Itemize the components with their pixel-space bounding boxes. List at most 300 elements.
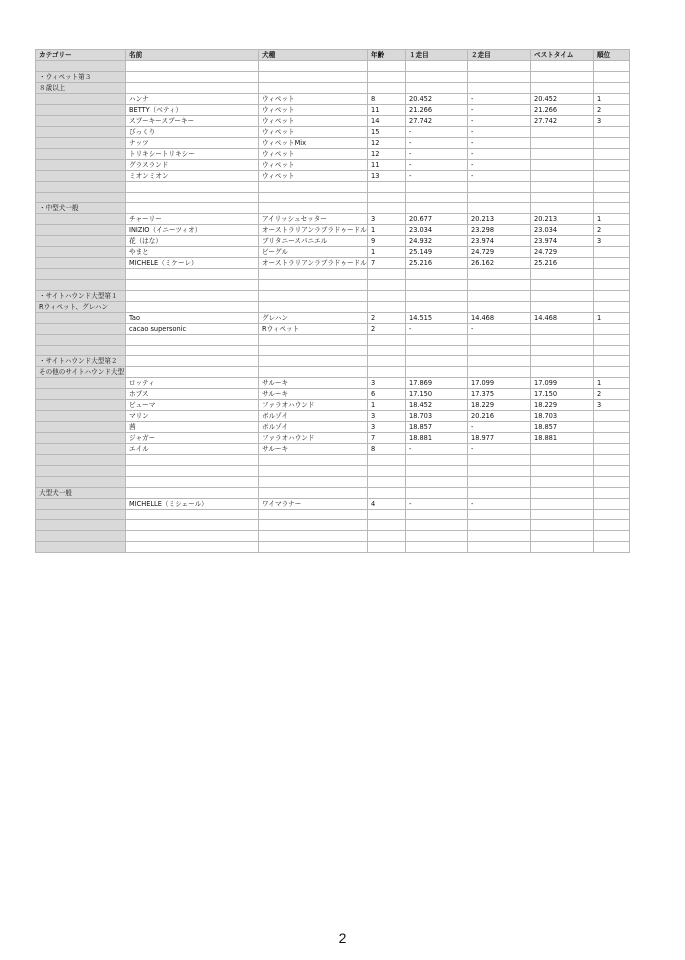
table-row	[36, 389, 630, 400]
cell-breed	[259, 301, 368, 312]
table-row	[36, 225, 630, 236]
cell-category	[36, 400, 126, 411]
table-row	[36, 203, 630, 214]
cell-breed: ウィペット	[259, 115, 368, 126]
cell-breed: ボルゾイ	[259, 411, 368, 422]
cell-age: 7	[368, 258, 406, 269]
cell-best-time	[531, 455, 594, 466]
cell-category	[36, 531, 126, 542]
cell-category	[36, 236, 126, 247]
cell-category	[36, 520, 126, 531]
cell-age	[368, 487, 406, 498]
cell-rank: 3	[594, 236, 630, 247]
cell-run-2: -	[468, 115, 531, 126]
cell-breed	[259, 345, 368, 356]
cell-category	[36, 192, 126, 203]
cell-run-1	[406, 181, 468, 192]
cell-age	[368, 356, 406, 367]
cell-rank	[594, 444, 630, 455]
cell-category	[36, 104, 126, 115]
header-category: カテゴリー	[36, 50, 126, 61]
cell-category	[36, 280, 126, 291]
cell-best-time	[531, 466, 594, 477]
table-row	[36, 433, 630, 444]
cell-rank	[594, 476, 630, 487]
cell-name: トリキシートリキシー	[126, 148, 259, 159]
table-row	[36, 509, 630, 520]
cell-category	[36, 312, 126, 323]
cell-age: 15	[368, 126, 406, 137]
table-row	[36, 323, 630, 334]
cell-best-time	[531, 509, 594, 520]
cell-run-1	[406, 367, 468, 378]
cell-name	[126, 61, 259, 72]
cell-category: ・ウィペット第３	[36, 71, 126, 82]
cell-name: やまと	[126, 247, 259, 258]
cell-age	[368, 455, 406, 466]
cell-run-2: 23.974	[468, 236, 531, 247]
table-row	[36, 247, 630, 258]
cell-category	[36, 411, 126, 422]
table-row	[36, 236, 630, 247]
cell-name: スプーキースプーキー	[126, 115, 259, 126]
cell-best-time	[531, 269, 594, 280]
cell-name	[126, 531, 259, 542]
cell-age: 3	[368, 411, 406, 422]
cell-run-1	[406, 487, 468, 498]
cell-best-time: 20.213	[531, 214, 594, 225]
cell-age	[368, 203, 406, 214]
cell-rank	[594, 280, 630, 291]
cell-category	[36, 258, 126, 269]
cell-category	[36, 269, 126, 280]
cell-name: グラスランド	[126, 159, 259, 170]
cell-category	[36, 498, 126, 509]
table-row	[36, 214, 630, 225]
cell-breed: Rウィペット	[259, 323, 368, 334]
cell-best-time	[531, 323, 594, 334]
cell-name: MICHELE（ミケーレ）	[126, 258, 259, 269]
cell-age	[368, 531, 406, 542]
table-row	[36, 520, 630, 531]
cell-name: ホプス	[126, 389, 259, 400]
cell-category: 大型犬一般	[36, 487, 126, 498]
table-row	[36, 71, 630, 82]
cell-breed: オーストラリアンラブラドゥードル	[259, 225, 368, 236]
cell-category	[36, 126, 126, 137]
table-row	[36, 258, 630, 269]
cell-breed	[259, 487, 368, 498]
cell-age: 9	[368, 236, 406, 247]
cell-run-2: -	[468, 126, 531, 137]
table-row	[36, 104, 630, 115]
cell-name	[126, 345, 259, 356]
cell-age	[368, 82, 406, 93]
table-row	[36, 115, 630, 126]
cell-age: 7	[368, 433, 406, 444]
cell-name: MICHELLE（ミシェール）	[126, 498, 259, 509]
cell-best-time	[531, 531, 594, 542]
table-row	[36, 487, 630, 498]
cell-age: 11	[368, 104, 406, 115]
cell-category	[36, 378, 126, 389]
cell-run-2: -	[468, 159, 531, 170]
header-run-2: ２走目	[468, 50, 531, 61]
cell-run-2	[468, 192, 531, 203]
cell-category	[36, 159, 126, 170]
cell-run-1	[406, 345, 468, 356]
cell-breed: グレハン	[259, 312, 368, 323]
cell-best-time	[531, 301, 594, 312]
cell-breed: サルーキ	[259, 378, 368, 389]
cell-breed	[259, 192, 368, 203]
cell-breed	[259, 61, 368, 72]
cell-rank	[594, 181, 630, 192]
cell-best-time: 17.150	[531, 389, 594, 400]
cell-rank: 3	[594, 400, 630, 411]
cell-age: 3	[368, 214, 406, 225]
cell-breed	[259, 269, 368, 280]
table-body	[36, 61, 630, 553]
cell-rank	[594, 269, 630, 280]
cell-age: 1	[368, 400, 406, 411]
cell-run-2: 14.468	[468, 312, 531, 323]
cell-best-time	[531, 444, 594, 455]
page-number: 2	[338, 930, 347, 946]
cell-name	[126, 509, 259, 520]
cell-run-2	[468, 301, 531, 312]
cell-name: cacao supersonic	[126, 323, 259, 334]
cell-rank	[594, 334, 630, 345]
cell-breed: ウィペット	[259, 93, 368, 104]
cell-run-1: 17.869	[406, 378, 468, 389]
cell-age: 3	[368, 422, 406, 433]
cell-rank	[594, 71, 630, 82]
cell-rank	[594, 356, 630, 367]
cell-rank: 2	[594, 104, 630, 115]
cell-name: ナッツ	[126, 137, 259, 148]
table-row	[36, 541, 630, 552]
cell-name	[126, 455, 259, 466]
cell-run-1: 20.452	[406, 93, 468, 104]
cell-run-2	[468, 487, 531, 498]
cell-name: 茜	[126, 422, 259, 433]
cell-rank	[594, 290, 630, 301]
table-row	[36, 61, 630, 72]
cell-run-2	[468, 356, 531, 367]
results-table	[35, 49, 630, 553]
cell-rank	[594, 367, 630, 378]
table-row	[36, 181, 630, 192]
cell-best-time: 14.468	[531, 312, 594, 323]
cell-name	[126, 82, 259, 93]
cell-best-time	[531, 137, 594, 148]
cell-run-2	[468, 82, 531, 93]
cell-age: 12	[368, 148, 406, 159]
cell-category: その他のサイトハウンド大型	[36, 367, 126, 378]
cell-run-2: -	[468, 137, 531, 148]
cell-run-2: 18.977	[468, 433, 531, 444]
cell-breed	[259, 367, 368, 378]
cell-breed	[259, 71, 368, 82]
cell-breed: オーストラリアンラブラドゥードル	[259, 258, 368, 269]
cell-rank: 1	[594, 93, 630, 104]
cell-run-1: -	[406, 126, 468, 137]
cell-rank	[594, 487, 630, 498]
cell-rank	[594, 466, 630, 477]
cell-best-time: 27.742	[531, 115, 594, 126]
cell-best-time: 18.857	[531, 422, 594, 433]
cell-age	[368, 509, 406, 520]
cell-category	[36, 225, 126, 236]
cell-run-2	[468, 71, 531, 82]
cell-age	[368, 476, 406, 487]
cell-run-2	[468, 466, 531, 477]
cell-best-time	[531, 520, 594, 531]
cell-category	[36, 466, 126, 477]
cell-best-time	[531, 290, 594, 301]
cell-best-time	[531, 541, 594, 552]
cell-run-1	[406, 466, 468, 477]
header-breed: 犬種	[259, 50, 368, 61]
cell-breed: ウィペット	[259, 104, 368, 115]
cell-run-1: 14.515	[406, 312, 468, 323]
cell-run-1	[406, 61, 468, 72]
cell-name	[126, 520, 259, 531]
table-row	[36, 170, 630, 181]
cell-category	[36, 509, 126, 520]
cell-name	[126, 71, 259, 82]
cell-best-time	[531, 476, 594, 487]
cell-name: びっくり	[126, 126, 259, 137]
cell-name	[126, 367, 259, 378]
cell-run-2: 20.213	[468, 214, 531, 225]
cell-name: Tao	[126, 312, 259, 323]
cell-run-1: 18.452	[406, 400, 468, 411]
cell-breed: アイリッシュセッター	[259, 214, 368, 225]
cell-best-time	[531, 367, 594, 378]
cell-name: ビューマ	[126, 400, 259, 411]
cell-age	[368, 269, 406, 280]
table-row	[36, 466, 630, 477]
cell-best-time: 18.881	[531, 433, 594, 444]
cell-run-2: 24.729	[468, 247, 531, 258]
cell-best-time	[531, 159, 594, 170]
cell-breed: ボルゾイ	[259, 422, 368, 433]
cell-run-2	[468, 290, 531, 301]
cell-rank: 2	[594, 389, 630, 400]
cell-breed	[259, 520, 368, 531]
cell-rank	[594, 345, 630, 356]
cell-best-time: 24.729	[531, 247, 594, 258]
table-row	[36, 137, 630, 148]
cell-run-1	[406, 269, 468, 280]
cell-breed	[259, 203, 368, 214]
cell-best-time	[531, 181, 594, 192]
cell-category	[36, 181, 126, 192]
cell-age: 14	[368, 115, 406, 126]
table-row	[36, 476, 630, 487]
cell-age: 11	[368, 159, 406, 170]
cell-category	[36, 455, 126, 466]
cell-rank: 1	[594, 214, 630, 225]
table-row	[36, 126, 630, 137]
cell-rank	[594, 531, 630, 542]
cell-rank	[594, 61, 630, 72]
cell-run-1	[406, 520, 468, 531]
cell-best-time	[531, 148, 594, 159]
cell-rank	[594, 159, 630, 170]
cell-best-time	[531, 498, 594, 509]
cell-breed	[259, 334, 368, 345]
cell-breed: ウィペット	[259, 170, 368, 181]
cell-rank	[594, 82, 630, 93]
cell-name: BETTY（ベティ）	[126, 104, 259, 115]
cell-run-1: 27.742	[406, 115, 468, 126]
cell-run-2: -	[468, 422, 531, 433]
cell-category	[36, 137, 126, 148]
header-age: 年齢	[368, 50, 406, 61]
cell-breed: ファラオハウンド	[259, 433, 368, 444]
cell-age	[368, 334, 406, 345]
table-row	[36, 345, 630, 356]
cell-breed	[259, 356, 368, 367]
cell-run-2: -	[468, 170, 531, 181]
cell-breed	[259, 509, 368, 520]
cell-category	[36, 334, 126, 345]
cell-age: 2	[368, 312, 406, 323]
cell-best-time	[531, 487, 594, 498]
table-row	[36, 367, 630, 378]
cell-age: 4	[368, 498, 406, 509]
cell-name: マリン	[126, 411, 259, 422]
cell-run-2	[468, 367, 531, 378]
cell-run-1: 25.149	[406, 247, 468, 258]
header-name: 名前	[126, 50, 259, 61]
cell-age	[368, 181, 406, 192]
header-best-time: ベストタイム	[531, 50, 594, 61]
cell-name	[126, 356, 259, 367]
cell-age	[368, 61, 406, 72]
cell-rank	[594, 498, 630, 509]
cell-best-time: 18.229	[531, 400, 594, 411]
cell-name	[126, 541, 259, 552]
cell-best-time: 18.703	[531, 411, 594, 422]
cell-run-1	[406, 531, 468, 542]
cell-age	[368, 345, 406, 356]
cell-best-time	[531, 61, 594, 72]
cell-run-2	[468, 541, 531, 552]
cell-run-1	[406, 334, 468, 345]
cell-best-time	[531, 356, 594, 367]
cell-breed: ウィペットMix	[259, 137, 368, 148]
cell-breed: ウィペット	[259, 148, 368, 159]
cell-run-2: 17.099	[468, 378, 531, 389]
cell-breed: ワイマラナー	[259, 498, 368, 509]
cell-run-2: 20.216	[468, 411, 531, 422]
cell-name	[126, 203, 259, 214]
cell-breed: ウィペット	[259, 159, 368, 170]
cell-run-2: -	[468, 104, 531, 115]
cell-age	[368, 71, 406, 82]
cell-rank	[594, 247, 630, 258]
cell-run-2	[468, 269, 531, 280]
cell-run-1: 18.703	[406, 411, 468, 422]
cell-breed	[259, 280, 368, 291]
cell-best-time: 17.099	[531, 378, 594, 389]
cell-run-1: 21.266	[406, 104, 468, 115]
cell-run-1	[406, 192, 468, 203]
cell-category	[36, 247, 126, 258]
cell-breed: ファラオハウンド	[259, 400, 368, 411]
cell-best-time: 23.034	[531, 225, 594, 236]
cell-run-1: -	[406, 498, 468, 509]
cell-run-1	[406, 509, 468, 520]
cell-breed	[259, 476, 368, 487]
cell-rank	[594, 203, 630, 214]
cell-name	[126, 280, 259, 291]
cell-name	[126, 192, 259, 203]
cell-rank	[594, 541, 630, 552]
cell-category	[36, 541, 126, 552]
cell-run-2	[468, 181, 531, 192]
cell-breed: サルーキ	[259, 444, 368, 455]
cell-run-1	[406, 301, 468, 312]
cell-best-time: 21.266	[531, 104, 594, 115]
cell-category	[36, 93, 126, 104]
cell-run-1: 24.932	[406, 236, 468, 247]
cell-age	[368, 520, 406, 531]
cell-category: ・中型犬一般	[36, 203, 126, 214]
cell-age	[368, 541, 406, 552]
cell-run-2	[468, 203, 531, 214]
cell-best-time	[531, 71, 594, 82]
cell-run-2: -	[468, 93, 531, 104]
cell-run-2	[468, 476, 531, 487]
cell-run-2	[468, 531, 531, 542]
cell-rank	[594, 137, 630, 148]
cell-age	[368, 192, 406, 203]
cell-category	[36, 170, 126, 181]
cell-run-1: 20.677	[406, 214, 468, 225]
cell-category	[36, 422, 126, 433]
cell-breed: ウィペット	[259, 126, 368, 137]
cell-run-1: 23.034	[406, 225, 468, 236]
cell-category: ・サイトハウンド大型第１	[36, 290, 126, 301]
cell-run-2: 23.298	[468, 225, 531, 236]
cell-best-time: 20.452	[531, 93, 594, 104]
cell-name	[126, 487, 259, 498]
cell-breed: サルーキ	[259, 389, 368, 400]
cell-run-1: -	[406, 444, 468, 455]
cell-name: ロッティ	[126, 378, 259, 389]
cell-run-2: -	[468, 444, 531, 455]
table-row	[36, 301, 630, 312]
cell-name: 花（はな）	[126, 236, 259, 247]
table-row	[36, 444, 630, 455]
cell-age: 12	[368, 137, 406, 148]
cell-name: ジャガー	[126, 433, 259, 444]
cell-rank	[594, 323, 630, 334]
cell-run-1	[406, 71, 468, 82]
header-row	[36, 50, 630, 61]
table-row	[36, 531, 630, 542]
table-row	[36, 192, 630, 203]
cell-run-2: 26.162	[468, 258, 531, 269]
cell-run-1	[406, 82, 468, 93]
table-row	[36, 422, 630, 433]
cell-breed	[259, 290, 368, 301]
